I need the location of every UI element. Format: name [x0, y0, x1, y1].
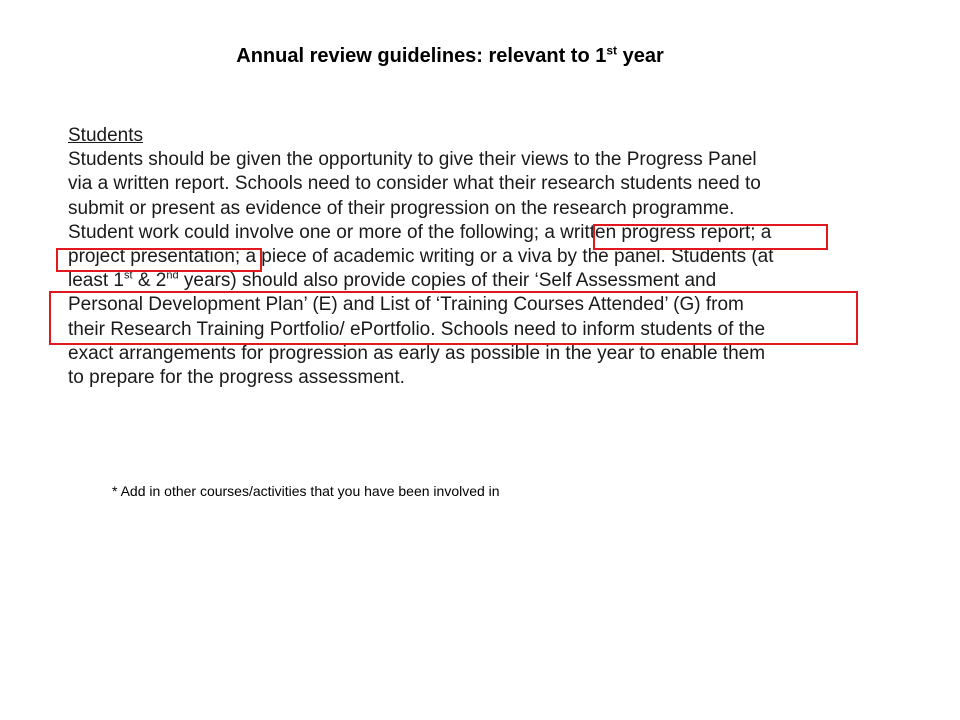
excerpt-line: exact arrangements for progression as early as possible in the year to enable them — [68, 342, 766, 364]
page-title-superscript: st — [606, 43, 618, 58]
excerpt-line: Students should be given the opportunity to give their views to the Progress Panel — [68, 149, 757, 171]
excerpt-superscript: st — [123, 269, 133, 282]
page-title — [0, 42, 900, 70]
excerpt-text: Student work could involve one or more of the following; — [68, 221, 545, 243]
excerpt-line: to prepare for the progress assessment. — [68, 367, 405, 389]
excerpt-text: least 1 — [68, 270, 124, 292]
excerpt-text: years) should also provide copies of their ‘Self Assessment and — [178, 270, 717, 292]
footnote: * Add in other courses/activities that you have been involved in — [112, 483, 500, 499]
highlight-box-training-portfolio — [49, 291, 858, 345]
excerpt-line: via a written report. Schools need to consider what their research students need to — [68, 173, 761, 195]
page-title-suffix: year — [617, 45, 664, 67]
excerpt-line: submit or present as evidence of their progression on the research programme. — [68, 197, 735, 219]
highlighted-project-presentation: project presentation; — [68, 246, 241, 268]
excerpt-text: & 2 — [132, 270, 167, 292]
excerpt-line-highlighted: their Research Training Portfolio/ ePortfolio. Schools need to inform students of the — [68, 318, 766, 340]
excerpt-heading: Students — [68, 125, 143, 146]
highlighted-written-progress-report: a written progress report; — [544, 221, 756, 243]
excerpt-superscript: nd — [166, 269, 179, 282]
highlight-box-project-presentation — [56, 248, 262, 272]
excerpt-line-highlighted: Personal Development Plan’ (E) and List of ‘Training Courses Attended’ (G) from — [68, 294, 744, 316]
excerpt-text: a piece of academic writing or a viva by the panel. Students (at — [240, 246, 774, 268]
page-title-text: Annual review guidelines: relevant to 1 — [236, 45, 607, 67]
excerpt-text: a — [755, 221, 772, 243]
highlight-box-progress-report — [593, 221, 828, 250]
excerpt-line — [68, 269, 868, 293]
